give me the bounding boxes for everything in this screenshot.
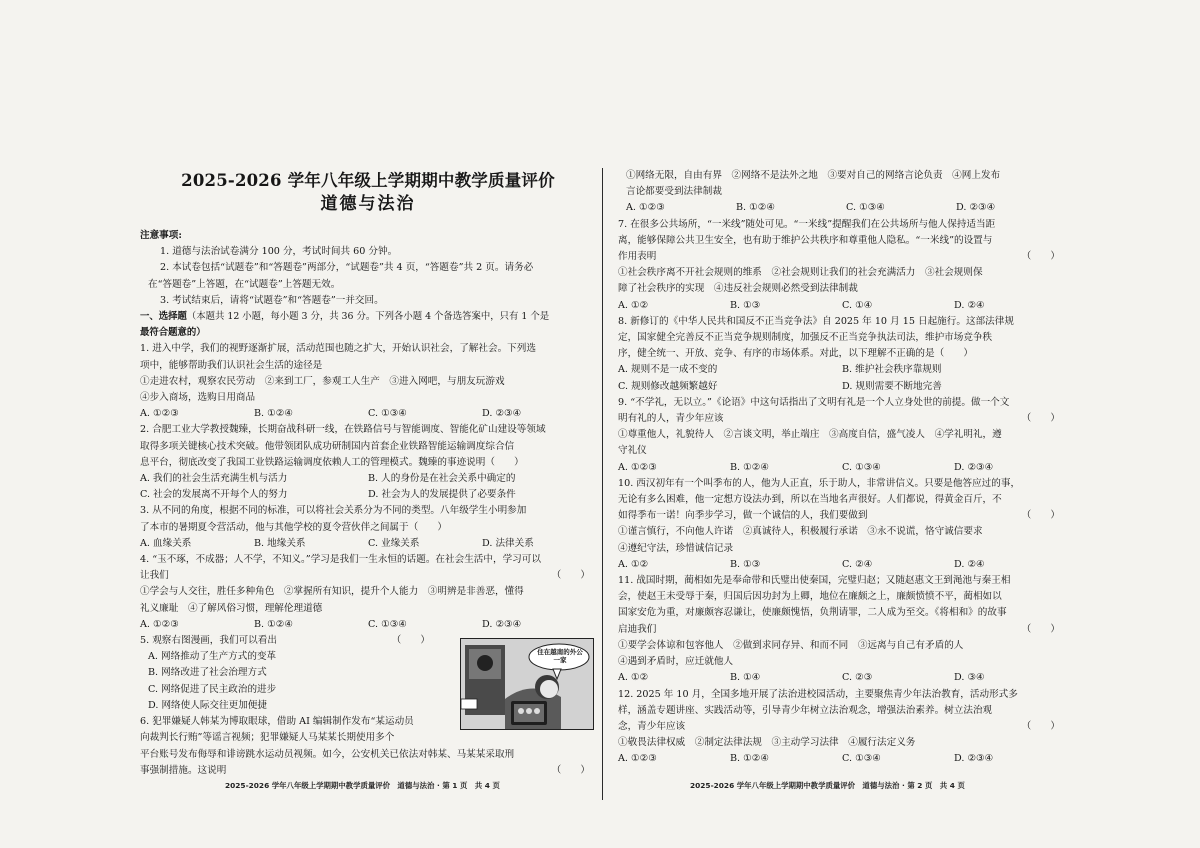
question-8 [618,314,1066,395]
q4-line: 4. “玉不琢，不成器；人不学，不知义。”学习是我们一生永恒的话题。在社会生活中，学习可以 [140,554,541,566]
q4-options [140,617,596,633]
option[interactable]: B. ①②④ [254,408,293,420]
option[interactable]: B. ①③ [730,558,761,570]
option[interactable]: A. ①②③ [626,202,665,214]
option[interactable]: C. 网络促进了民主政治的进步 [148,683,277,695]
notice-item: 2. 本试卷包括“试题卷”和“答题卷”两部分，“试题卷”共 4 页，“答题卷”共 2 页。请务必 [160,262,534,274]
q9-line [618,411,1066,427]
option[interactable]: D. ②③④ [482,408,522,420]
answer-parens: （ ） [1021,623,1060,635]
option[interactable]: D. ②③④ [954,461,994,473]
q9-line-text: 明有礼的人，青少年应该 [618,413,724,425]
option[interactable]: A. 血缘关系 [140,537,192,549]
q4-line-text: 让我们 [140,570,169,582]
option[interactable]: B. ①②④ [254,618,293,630]
q1-line: ①走进农村，观察农民劳动 ②来到工厂，参观工人生产 ③进入网吧，与朋友玩游戏 [140,375,505,387]
exam-title: 2025-2026 学年八年级上学期期中教学质量评价 [181,171,555,190]
option[interactable]: A. 我们的社会生活充满生机与活力 [140,473,288,485]
answer-parens: （ ） [391,635,430,647]
q12-line [618,719,1066,735]
option[interactable]: D. 社会为人的发展提供了必要条件 [368,489,516,501]
q1-options [140,406,596,422]
q7-line [618,249,1066,265]
page-1 [140,168,596,798]
q6-line: 向裁判长行贿”等谣言视频；犯罪嫌疑人马某某长期使用多个 [140,732,395,744]
option[interactable]: A. 网络推动了生产方式的变革 [148,651,277,663]
q6-line [140,763,596,779]
option[interactable]: D. ③④ [954,672,985,684]
q6-line: 平台账号发布侮辱和诽谤跳水运动员视频。如今，公安机关已依法对韩某、马某某采取刑 [140,748,515,760]
subject-title: 道德与法治 [320,194,416,214]
option[interactable]: A. ①② [618,558,649,570]
q2-line: 取得多项关键核心技术突破。他带领团队成功研制国内首套企业铁路智能运输调度综合信 [140,440,515,452]
option[interactable]: C. ②③ [842,672,873,684]
answer-parens: （ ） [1021,413,1060,425]
q9-item: ①尊重他人，礼貌待人 ②言谈文明，举止端庄 ③高度自信，盛气凌人 ④学礼明礼，遵 [618,429,1002,441]
q1-line: 项中，能够帮助我们认识社会生活的途径是 [140,359,323,371]
q8-line: 定，国家健全完善反不正当竞争规则制度，加强反不正当竞争执法司法，维护市场竞争秩 [618,332,993,344]
q10-options [618,557,1066,573]
q7-line: 离，能够保障公共卫生安全，也有助于维护公共秩序和尊重他人隐私。“一米线”的设置与 [618,234,993,246]
q5-stem-text: 5. 观察右图漫画，我们可以看出 [140,635,277,647]
option[interactable]: C. ①③④ [842,753,881,765]
answer-parens: （ ） [1021,720,1060,732]
q6-item: 言论都要受到法律制裁 [626,186,722,198]
option[interactable]: B. ①②④ [730,461,769,473]
question-1 [140,341,596,422]
q12-line: 样，涵盖专题讲座、实践活动等，引导青少年树立法治观念，增强法治素养。树立法治观 [618,704,993,716]
section-note: （本题共 12 小题，每小题 3 分，共 36 分。下列各小题 4 个备选答案中，只有 1 个是 [186,311,550,323]
page-divider [602,168,603,800]
q4-line [140,568,596,584]
option[interactable]: A. 规则不是一成不变的 [618,364,718,376]
q2-line: 息平台，彻底改变了我国工业铁路运输调度依赖人工的管理模式。魏臻的事迹说明（ ） [140,456,524,468]
q8-options [618,362,1066,378]
q8-options [618,379,1066,395]
q10-line: 10. 西汉初年有一个叫季布的人，他为人正直，乐于助人，非常讲信义。只要是他答应过的事， [618,477,1021,489]
q5-stem [140,633,450,649]
answer-parens: （ ） [551,764,590,776]
option[interactable]: B. ①④ [730,672,761,684]
option[interactable]: B. ①②④ [730,753,769,765]
q11-line [618,622,1066,638]
question-9 [618,395,1066,476]
option[interactable]: C. 社会的发展离不开每个人的努力 [140,489,288,501]
q7-options [618,298,1066,314]
q1-line: ④步入商场，选购日用商品 [140,392,256,404]
notice-item: 在“答题卷”上答题，在“试题卷”上答题无效。 [148,278,341,290]
question-3 [140,503,596,552]
notice-item: 3. 考试结束后，请将“试题卷”和“答题卷”一并交回。 [160,294,384,306]
q10-item: ①谨言慎行，不向他人许诺 ②真诚待人，积极履行承诺 ③永不说谎，恪守诚信要求 [618,526,983,538]
option[interactable]: D. ②④ [954,299,985,311]
q11-item: ①要学会体谅和包容他人 ②做到求同存异、和而不同 ③远离与自己有矛盾的人 [618,639,964,651]
q10-line [618,508,1066,524]
answer-parens: （ ） [551,570,590,582]
option[interactable]: C. ②④ [842,558,873,570]
q3-line: 了本市的暑期夏令营活动，他与其他学校的夏令营伙伴之间属于（ ） [140,521,447,533]
q7-item: ①社会秩序离不开社会规则的维系 ②社会规则让我们的社会充满活力 ③社会规则保 [618,267,983,279]
q9-line: 9. “不学礼，无以立。”《论语》中这句话指出了文明有礼是一个人立身处世的前提。做一个文 [618,396,1010,408]
answer-parens: （ ） [1021,510,1060,522]
q12-line-text: 念，青少年应该 [618,720,686,732]
q7-line-text: 作用表明 [618,251,657,263]
q8-line: 8. 新修订的《中华人民共和国反不正当竞争法》自 2025 年 10 月 15 日起施行。这部法律规 [618,315,1014,327]
question-7 [618,217,1066,314]
notice-item: 1. 道德与法治试卷满分 100 分，考试时间共 60 分钟。 [160,246,398,258]
option[interactable]: B. 维护社会秩序靠规则 [842,364,942,376]
option[interactable]: A. ①② [618,299,649,311]
option[interactable]: C. 规则修改越频繁越好 [618,380,718,392]
option[interactable]: D. ②④ [954,558,985,570]
option[interactable]: D. 规则需要不断地完善 [842,380,942,392]
q2-options [140,487,596,503]
question-4 [140,552,596,633]
option[interactable]: C. 业缘关系 [368,537,420,549]
q3-line: 3. 从不同的角度，根据不同的标准，可以将社会关系分为不同的类型。八年级学生小明参加 [140,505,527,517]
comic-image [460,638,594,730]
q6-item: ①网络无限，自由有界 ②网络不是法外之地 ③要对自己的网络言论负责 ④网上发布 [626,170,1001,181]
q9-options [618,460,1066,476]
q7-item: 障了社会秩序的实现 ④违反社会规则必然受到法律制裁 [618,283,858,295]
option[interactable]: A. ①②③ [140,408,179,420]
option[interactable]: C. ①③④ [368,618,407,630]
option[interactable]: B. ①②④ [736,202,775,214]
option[interactable]: C. ①③④ [368,408,407,420]
footer-page-2: 2025-2026 学年八年级上学期期中教学质量评价 道德与法治 · 第 2 页 共 4 页 [690,781,965,790]
q4-item: 礼义廉耻 ④了解风俗习惯，理解伦理道德 [140,602,323,614]
q4-item: ①学会与人交往，胜任多种角色 ②掌握所有知识，提升个人能力 ③明辨是非善恶，懂得 [140,586,524,598]
option[interactable]: B. 人的身份是在社会关系中确定的 [368,473,516,485]
comic-caption: 住在越南的外公一家 [537,648,583,664]
q11-line: 会，使赵王未受辱于秦，归国后因功封为上卿，地位在廉颇之上，廉颇愤愤不平，蔺相如以 [618,591,1002,603]
option[interactable]: C. ①③④ [846,202,885,214]
question-11 [618,573,1066,686]
question-2 [140,422,596,503]
option[interactable]: A. ①②③ [140,618,179,630]
option[interactable]: D. 网络使人际交往更加便捷 [148,699,267,711]
option[interactable]: B. 地缘关系 [254,537,306,549]
q11-line: 国家安危为重，对廉颇容忍谦让，使廉颇愧悟，负荆请罪，二人成为至交。《将相和》的故事 [618,607,1007,619]
page-2 [618,168,1066,798]
q3-options [140,536,596,552]
q1-line: 1. 进入中学，我们的视野逐渐扩展，活动范围也随之扩大，开始认识社会，了解社会。下列选 [140,343,536,355]
q7-line: 7. 在很多公共场所，“一米线”随处可见。“一米线”提醒我们在公共场所与他人保持适当距 [618,218,996,230]
option[interactable]: C. ①③④ [842,461,881,473]
q12-item: ①敬畏法律权威 ②制定法律法规 ③主动学习法律 ④履行法定义务 [618,737,916,749]
question-10 [618,476,1066,573]
q10-line: 无论有多么困难，他一定想方设法办到，所以在当地名声很好。人们都说，得黄金百斤，不 [618,494,1002,506]
option[interactable]: D. 法律关系 [482,537,534,549]
q2-line: 2. 合肥工业大学教授魏臻，长期奋战科研一线，在铁路信号与智能调度、智能化矿山建设等领域 [140,424,546,436]
q11-line: 11. 战国时期，蔺相如先是奉命带和氏璧出使秦国，完璧归赵；又随赵惠文王到渑池与秦王相 [618,575,1011,587]
option[interactable]: A. ①②③ [618,753,657,765]
section-note-cont: 最符合题意的） [140,327,206,339]
question-5 [140,633,450,714]
q6-options [618,200,1066,216]
q8-line: 序，健全统一、开放、竞争、有序的市场体系。对此，以下理解不正确的是（ ） [618,348,973,360]
option[interactable]: B. 网络改进了社会治理方式 [148,667,267,679]
q11-line-text: 启迪我们 [618,623,657,635]
q11-item: ④遇到矛盾时，应迁就他人 [618,656,734,668]
answer-parens: （ ） [1021,251,1060,263]
section-heading [140,309,596,325]
option[interactable]: C. ①④ [842,299,873,311]
q6-line-text: 事强制措施。这说明 [140,764,227,776]
q11-options [618,670,1066,686]
notice-heading: 注意事项: [140,230,182,241]
q12-line: 12. 2025 年 10 月，全国多地开展了法治进校园活动，主要聚焦青少年法治教育，活动形式多 [618,688,1018,700]
question-12 [618,687,1066,768]
option[interactable]: B. ①③ [730,299,761,311]
section-label: 一、选择题 [140,311,187,323]
option[interactable]: D. ②③④ [956,202,996,214]
option[interactable]: A. ①② [618,672,649,684]
option[interactable]: D. ②③④ [954,753,994,765]
q6-line: 6. 犯罪嫌疑人韩某为博取眼球，借助 AI 编辑制作发布“某运动员 [140,716,414,728]
option[interactable]: D. ②③④ [482,618,522,630]
q10-item: ④遵纪守法，珍惜诚信记录 [618,542,734,554]
q9-item: 守礼仪 [618,445,647,457]
q12-options [618,751,1066,767]
footer-page-1: 2025-2026 学年八年级上学期期中教学质量评价 道德与法治 · 第 1 页 共 4 页 [225,781,500,790]
q10-line-text: 如得季布一诺！向季步学习，做一个诚信的人，我们要做到 [618,510,868,522]
option[interactable]: A. ①②③ [618,461,657,473]
q2-options [140,471,596,487]
